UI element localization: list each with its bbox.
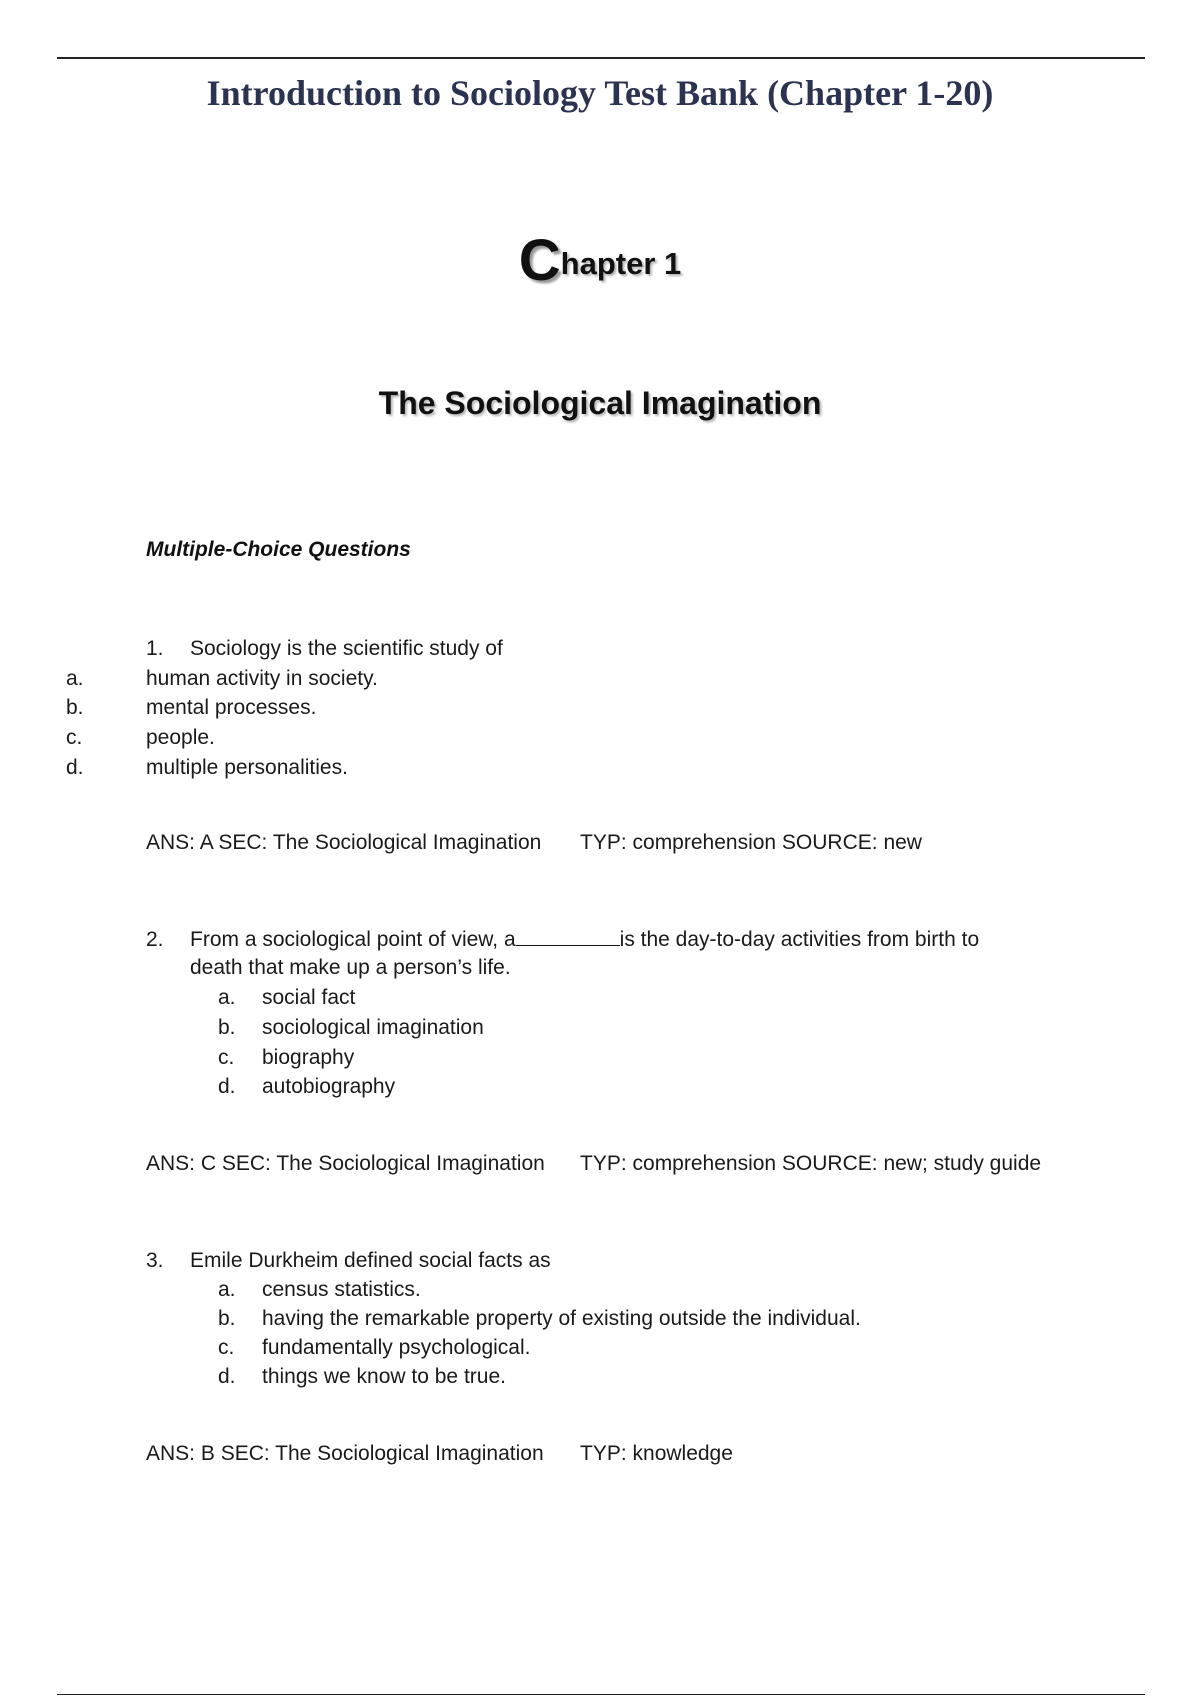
chapter-subtitle: The Sociological Imagination: [378, 385, 822, 421]
question-3-option-d: [218, 1364, 506, 1390]
option-letter: d.: [66, 756, 84, 779]
option-letter: a.: [218, 986, 236, 1009]
question-1-option-c: [66, 725, 215, 751]
type-line: TYP: comprehension SOURCE: new; study guide: [580, 1152, 1042, 1175]
question-2-answer: [146, 1151, 1106, 1177]
chapter-heading: [0, 228, 1200, 293]
option-text: sociological imagination: [262, 1016, 484, 1039]
option-text: things we know to be true.: [262, 1365, 506, 1388]
chapter-heading-rest: hapter 1: [560, 246, 682, 281]
option-text: census statistics.: [262, 1278, 421, 1301]
question-1-option-b: [66, 695, 316, 721]
option-text: autobiography: [262, 1075, 396, 1098]
question-number: 3.: [146, 1249, 164, 1272]
question-text: Emile Durkheim defined social facts as: [190, 1249, 551, 1272]
option-letter: b.: [218, 1016, 236, 1039]
option-letter: a.: [218, 1278, 236, 1301]
section-heading: Multiple-Choice Questions: [146, 538, 411, 561]
question-2-option-c: [218, 1045, 354, 1071]
question-2-option-a: [218, 985, 355, 1011]
question-text-continued: is the day-to-day activities from birth to: [619, 928, 980, 951]
option-letter: b.: [218, 1307, 236, 1330]
question-1-answer: [146, 830, 1106, 856]
question-2-option-b: [218, 1015, 484, 1041]
option-letter: c.: [218, 1046, 235, 1069]
question-3-option-b: [218, 1306, 861, 1332]
option-text: mental processes.: [146, 696, 317, 719]
question-1-stem: [146, 636, 503, 662]
option-letter: d.: [218, 1365, 236, 1388]
question-number: 1.: [146, 637, 164, 660]
option-text: fundamentally psychological.: [262, 1336, 531, 1359]
question-1-option-d: [66, 755, 348, 781]
chapter-dropcap: C: [518, 228, 561, 293]
question-1-option-a: [66, 666, 378, 692]
option-letter: d.: [218, 1075, 236, 1098]
option-text: biography: [262, 1046, 355, 1069]
question-3-answer: [146, 1441, 1106, 1467]
option-letter: a.: [66, 667, 84, 690]
option-text: social fact: [262, 986, 356, 1009]
question-2-stem: [146, 927, 979, 953]
question-text: From a sociological point of view, a: [190, 928, 516, 951]
option-text: people.: [146, 726, 215, 749]
fill-in-blank: [516, 927, 620, 946]
type-line: TYP: knowledge: [580, 1442, 733, 1465]
option-text: human activity in society.: [146, 667, 378, 690]
option-letter: c.: [218, 1336, 235, 1359]
top-rule: [57, 57, 1145, 59]
question-3-option-a: [218, 1277, 421, 1303]
question-number: 2.: [146, 928, 164, 951]
option-letter: c.: [66, 726, 83, 749]
answer-line: ANS: B SEC: The Sociological Imagination: [146, 1442, 544, 1465]
type-line: TYP: comprehension SOURCE: new: [580, 831, 922, 854]
bottom-rule: [57, 1694, 1145, 1695]
question-3-stem: [146, 1248, 551, 1274]
question-2-stem-line2: death that make up a person’s life.: [190, 956, 511, 979]
question-3-option-c: [218, 1335, 531, 1361]
question-2-option-d: [218, 1074, 395, 1100]
document-title: Introduction to Sociology Test Bank (Chapter 1-20): [206, 73, 994, 113]
option-letter: b.: [66, 696, 84, 719]
question-text: Sociology is the scientific study of: [190, 637, 503, 660]
answer-line: ANS: A SEC: The Sociological Imagination: [146, 831, 542, 854]
option-text: multiple personalities.: [146, 756, 348, 779]
option-text: having the remarkable property of existing outside the individual.: [262, 1307, 861, 1330]
answer-line: ANS: C SEC: The Sociological Imagination: [146, 1152, 545, 1175]
